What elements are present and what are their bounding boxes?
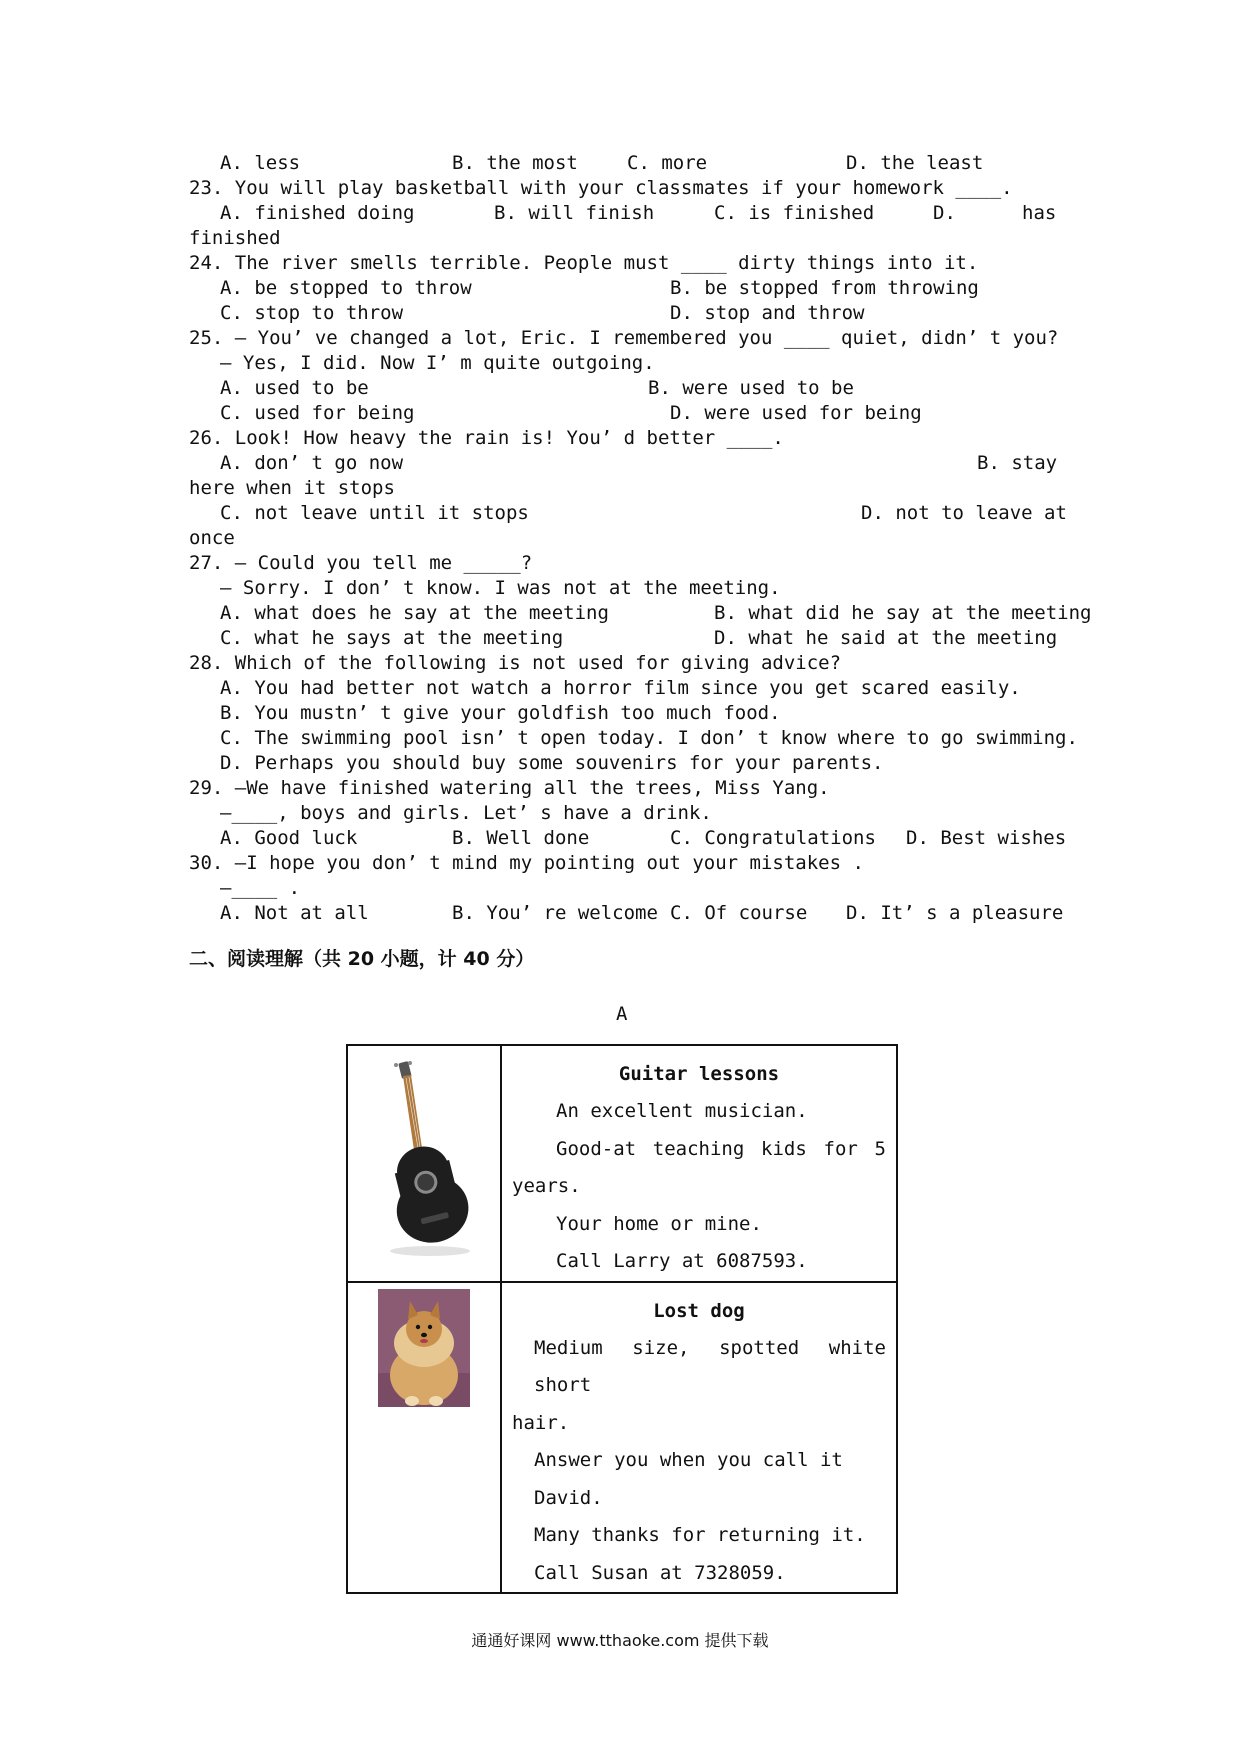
- q30-option-c: C. Of course: [670, 902, 808, 924]
- q28-option-d: D. Perhaps you should buy some souvenirs for your parents.: [220, 752, 884, 774]
- ad-row-dog: [347, 1282, 897, 1594]
- guitar-picture-cell: [347, 1045, 501, 1282]
- question-30-reply: —____ .: [220, 877, 301, 899]
- page-footer: 通通好课网 www.tthaoke.com 提供下载: [471, 1631, 769, 1650]
- q25-option-d: D. were used for being: [670, 402, 922, 424]
- q22-option-b: B. the most: [452, 152, 578, 174]
- q24-option-c: C. stop to throw: [220, 302, 404, 324]
- q30-option-a: A. Not at all: [220, 902, 369, 924]
- question-30-stem: 30. —I hope you don’ t mind my pointing out your mistakes .: [189, 852, 864, 874]
- guitar-ad-text: [501, 1045, 897, 1282]
- q23-option-d-wrap: finished: [189, 227, 281, 249]
- question-25-reply: — Yes, I did. Now I’ m quite outgoing.: [220, 352, 655, 374]
- q26-option-b: B. stay: [977, 452, 1058, 474]
- q27-option-c: C. what he says at the meeting: [220, 627, 564, 649]
- dog-ad-line-1: Medium size, spotted white short: [534, 1336, 886, 1396]
- q22-option-d: D. the least: [846, 152, 984, 174]
- ads-table: [346, 1044, 898, 1594]
- dog-image: [348, 1283, 500, 1507]
- q28-option-c: C. The swimming pool isn’ t open today. I don’ t know where to go swimming.: [220, 727, 1078, 749]
- q28-option-a: A. You had better not watch a horror film since you get scared easily.: [220, 677, 1021, 699]
- question-24-stem: 24. The river smells terrible. People must ____ dirty things into it.: [189, 252, 979, 274]
- q24-option-b: B. be stopped from throwing: [670, 277, 979, 299]
- dog-ad-line-1-wrap: hair.: [512, 1411, 570, 1434]
- q22-option-a: A. less: [220, 152, 301, 174]
- guitar-image: [348, 1046, 500, 1270]
- q25-option-c: C. used for being: [220, 402, 415, 424]
- q27-option-d: D. what he said at the meeting: [714, 627, 1058, 649]
- q26-option-a: A. don’ t go now: [220, 452, 404, 474]
- q26-option-b-wrap: here when it stops: [189, 477, 395, 499]
- q23-option-d-text: has: [1022, 202, 1057, 224]
- question-25-stem: 25. — You’ ve changed a lot, Eric. I remembered you ____ quiet, didn’ t you?: [189, 327, 1059, 349]
- dog-ad-line-2: Answer you when you call it David.: [534, 1449, 843, 1509]
- q29-option-c: C. Congratulations: [670, 827, 876, 849]
- guitar-ad-line-3: Your home or mine.: [556, 1212, 762, 1235]
- guitar-ad-line-2-wrap: years.: [512, 1175, 581, 1197]
- question-28-stem: 28. Which of the following is not used for giving advice?: [189, 652, 842, 674]
- q23-option-a: A. finished doing: [220, 202, 415, 224]
- question-29-reply: —____, boys and girls. Let’ s have a drink.: [220, 802, 712, 824]
- dog-ad-title: Lost dog: [653, 1299, 745, 1322]
- dog-ad-line-3: Many thanks for returning it.: [534, 1524, 866, 1546]
- dog-picture-cell: [347, 1282, 501, 1594]
- dog-ad-line-4: Call Susan at 7328059.: [534, 1561, 786, 1584]
- q24-option-a: A. be stopped to throw: [220, 277, 472, 299]
- q26-option-c: C. not leave until it stops: [220, 502, 529, 524]
- q29-option-a: A. Good luck: [220, 827, 358, 849]
- q27-option-b: B. what did he say at the meeting: [714, 602, 1092, 624]
- q23-option-c: C. is finished: [714, 202, 875, 224]
- q23-option-b: B. will finish: [494, 202, 655, 224]
- q27-option-a: A. what does he say at the meeting: [220, 602, 609, 624]
- q28-option-b: B. You mustn’ t give your goldfish too much food.: [220, 702, 781, 724]
- ad-row-guitar: [347, 1045, 897, 1282]
- q26-option-d-wrap: once: [189, 527, 235, 549]
- question-29-stem: 29. —We have finished watering all the trees, Miss Yang.: [189, 777, 830, 799]
- guitar-ad-line-2: Good-at teaching kids for 5: [556, 1137, 886, 1160]
- q26-option-d: D. not to leave at: [861, 502, 1067, 524]
- q24-option-d: D. stop and throw: [670, 302, 865, 324]
- q29-option-d: D. Best wishes: [906, 827, 1067, 849]
- q25-option-a: A. used to be: [220, 377, 369, 399]
- passage-label: A: [616, 1003, 628, 1025]
- q30-option-b: B. You’ re welcome: [452, 902, 658, 924]
- section-title-reading: 二、阅读理解（共 20 小题，计 40 分）: [189, 948, 535, 970]
- q22-option-c: C. more: [627, 152, 708, 174]
- dog-ad-text: [501, 1282, 897, 1594]
- guitar-ad-title: Guitar lessons: [618, 1063, 780, 1085]
- question-27-stem: 27. — Could you tell me _____?: [189, 552, 533, 574]
- q29-option-b: B. Well done: [452, 827, 590, 849]
- question-23-stem: 23. You will play basketball with your classmates if your homework ____.: [189, 177, 1013, 199]
- q25-option-b: B. were used to be: [648, 377, 854, 399]
- guitar-ad-line-4: Call Larry at 6087593.: [556, 1250, 808, 1272]
- q23-option-d: D.: [933, 202, 956, 224]
- question-26-stem: 26. Look! How heavy the rain is! You’ d better ____.: [189, 427, 784, 449]
- guitar-ad-line-1: An excellent musician.: [556, 1100, 808, 1122]
- question-27-reply: — Sorry. I don’ t know. I was not at the meeting.: [220, 577, 781, 599]
- q30-option-d: D. It’ s a pleasure: [846, 902, 1064, 924]
